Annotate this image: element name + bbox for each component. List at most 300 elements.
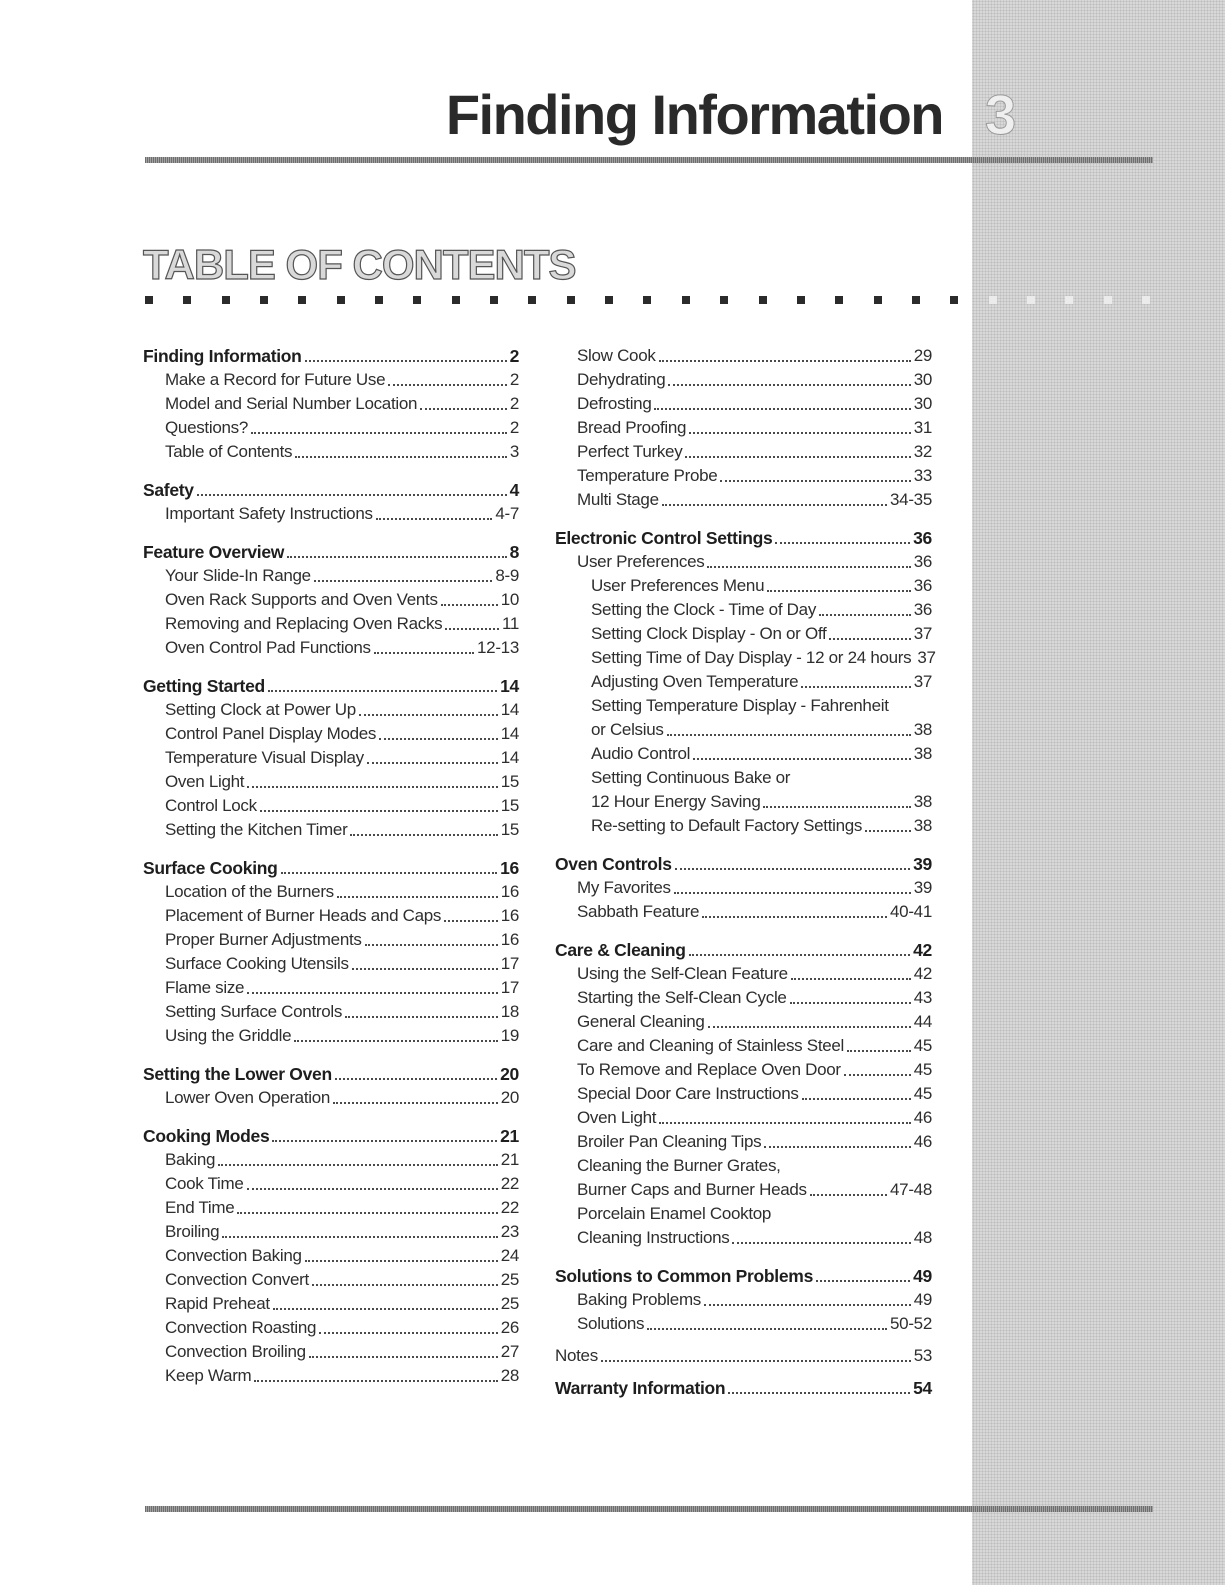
toc-entry[interactable] bbox=[555, 694, 932, 718]
toc-dot-leader bbox=[865, 830, 911, 832]
toc-dot-leader bbox=[305, 1260, 498, 1262]
toc-entry-title: End Time bbox=[165, 1198, 235, 1217]
toc-entry-title: Cook Time bbox=[165, 1174, 244, 1193]
toc-entry[interactable] bbox=[143, 698, 519, 722]
toc-page-number: 10 bbox=[500, 590, 519, 609]
toc-dot-leader bbox=[309, 1356, 498, 1358]
toc-entry[interactable] bbox=[555, 790, 932, 814]
toc-page-number: 45 bbox=[913, 1060, 932, 1079]
toc-entry[interactable] bbox=[555, 440, 932, 464]
toc-page-number: 45 bbox=[913, 1036, 932, 1055]
toc-dot-leader bbox=[367, 762, 498, 764]
toc-entry[interactable] bbox=[143, 1268, 519, 1292]
toc-page-number: 38 bbox=[913, 816, 932, 835]
toc-page-number: 37 bbox=[917, 648, 936, 667]
toc-dot-leader bbox=[379, 738, 498, 740]
toc-dot-leader bbox=[791, 978, 911, 980]
toc-entry-title: Oven Light bbox=[577, 1108, 657, 1127]
toc-dot-leader bbox=[319, 1332, 498, 1334]
toc-entry[interactable] bbox=[143, 416, 519, 440]
toc-entry-title: Getting Started bbox=[143, 676, 265, 696]
toc-dot-leader bbox=[810, 1194, 887, 1196]
toc-dot-leader bbox=[763, 806, 910, 808]
toc-section-entry[interactable] bbox=[143, 1062, 519, 1086]
toc-dot-leader bbox=[273, 1308, 498, 1310]
toc-dot-leader bbox=[272, 1140, 497, 1142]
toc-entry-title: or Celsius bbox=[591, 720, 664, 739]
toc-dot-leader bbox=[374, 652, 474, 654]
toc-dot-leader bbox=[659, 360, 911, 362]
toc-dot-leader bbox=[359, 714, 498, 716]
toc-entry-title: Lower Oven Operation bbox=[165, 1088, 331, 1107]
toc-entry-title: Multi Stage bbox=[577, 490, 659, 509]
toc-entry-title: Setting Time of Day Display - 12 or 24 hours bbox=[591, 648, 912, 667]
toc-page-number: 15 bbox=[500, 796, 519, 815]
toc-entry[interactable] bbox=[555, 1202, 932, 1226]
toc-page-number: 38 bbox=[913, 744, 932, 763]
toc-dot-leader bbox=[708, 1026, 911, 1028]
footer-rule bbox=[145, 1506, 1153, 1512]
toc-entry-title: Perfect Turkey bbox=[577, 442, 683, 461]
toc-entry[interactable] bbox=[555, 766, 932, 790]
toc-section-entry[interactable] bbox=[143, 344, 519, 368]
toc-page-number: 49 bbox=[913, 1266, 932, 1286]
toc-page-number: 21 bbox=[500, 1126, 519, 1146]
decorative-square bbox=[413, 296, 421, 304]
toc-entry-title: Setting Continuous Bake or bbox=[591, 768, 791, 787]
toc-page-number: 25 bbox=[500, 1270, 519, 1289]
toc-page-number: 2 bbox=[509, 394, 519, 413]
toc-page-number: 18 bbox=[500, 1002, 519, 1021]
toc-entry-title: Burner Caps and Burner Heads bbox=[577, 1180, 807, 1199]
decorative-square bbox=[1065, 296, 1073, 304]
toc-entry[interactable] bbox=[143, 1316, 519, 1340]
toc-entry-title: Re-setting to Default Factory Settings bbox=[591, 816, 863, 835]
toc-entry[interactable] bbox=[143, 1220, 519, 1244]
toc-entry-title: Oven Controls bbox=[555, 854, 672, 874]
toc-page-number: 37 bbox=[913, 624, 932, 643]
toc-dot-leader bbox=[287, 556, 506, 558]
toc-entry-title: Broiling bbox=[165, 1222, 220, 1241]
decorative-square bbox=[452, 296, 460, 304]
decorative-square bbox=[720, 296, 728, 304]
page-header-title: Finding Information bbox=[445, 83, 943, 146]
toc-page-number: 22 bbox=[500, 1198, 519, 1217]
toc-dot-leader bbox=[816, 1280, 910, 1282]
toc-dot-leader bbox=[802, 1098, 911, 1100]
toc-entry-title: Control Panel Display Modes bbox=[165, 724, 377, 743]
toc-dot-leader bbox=[764, 1146, 910, 1148]
toc-entry-title: Rapid Preheat bbox=[165, 1294, 270, 1313]
toc-entry[interactable] bbox=[143, 952, 519, 976]
toc-page-number: 21 bbox=[500, 1150, 519, 1169]
toc-page-number: 12-13 bbox=[477, 638, 519, 657]
toc-section-entry[interactable] bbox=[143, 674, 519, 698]
toc-page-number: 42 bbox=[913, 964, 932, 983]
toc-entry-title: Important Safety Instructions bbox=[165, 504, 373, 523]
toc-page-number: 27 bbox=[500, 1342, 519, 1361]
toc-page-number: 16 bbox=[500, 882, 519, 901]
decorative-square-row bbox=[145, 296, 1150, 306]
toc-page-number: 33 bbox=[913, 466, 932, 485]
toc-page-number: 16 bbox=[500, 858, 519, 878]
toc-dot-leader bbox=[445, 628, 499, 630]
toc-entry[interactable] bbox=[143, 794, 519, 818]
toc-dot-leader bbox=[388, 384, 507, 386]
toc-entry-title: Keep Warm bbox=[165, 1366, 252, 1385]
toc-page-number: 47-48 bbox=[890, 1180, 932, 1199]
decorative-square bbox=[1142, 296, 1150, 304]
toc-entry[interactable] bbox=[555, 962, 932, 986]
toc-page-number: 53 bbox=[913, 1346, 932, 1365]
toc-entry-title: Using the Griddle bbox=[165, 1026, 292, 1045]
toc-page-number: 49 bbox=[913, 1290, 932, 1309]
toc-page-number: 48 bbox=[913, 1228, 932, 1247]
toc-dot-leader bbox=[294, 1040, 497, 1042]
toc-section-entry[interactable] bbox=[555, 1376, 932, 1400]
toc-page-number: 22 bbox=[500, 1174, 519, 1193]
toc-dot-leader bbox=[352, 968, 498, 970]
toc-entry[interactable] bbox=[555, 344, 932, 368]
toc-entry-title: Temperature Visual Display bbox=[165, 748, 364, 767]
toc-page-number: 2 bbox=[509, 370, 519, 389]
toc-page-number: 36 bbox=[913, 528, 932, 548]
toc-entry-title: Surface Cooking Utensils bbox=[165, 954, 349, 973]
toc-entry[interactable] bbox=[143, 1340, 519, 1364]
toc-entry-title: Convection Broiling bbox=[165, 1342, 306, 1361]
toc-entry-title: Setting the Lower Oven bbox=[143, 1064, 332, 1084]
toc-entry-title: Setting Clock Display - On or Off bbox=[591, 624, 827, 643]
toc-entry[interactable] bbox=[555, 1058, 932, 1082]
toc-dot-leader bbox=[376, 518, 493, 520]
toc-dot-leader bbox=[693, 758, 911, 760]
toc-page-number: 23 bbox=[500, 1222, 519, 1241]
toc-entry-title: Starting the Self-Clean Cycle bbox=[577, 988, 787, 1007]
decorative-square bbox=[528, 296, 536, 304]
toc-page-number: 42 bbox=[913, 940, 932, 960]
toc-entry[interactable] bbox=[555, 1178, 932, 1202]
toc-entry-title: Defrosting bbox=[577, 394, 652, 413]
toc-entry[interactable] bbox=[555, 646, 936, 670]
toc-page-number: 32 bbox=[913, 442, 932, 461]
toc-entry[interactable] bbox=[143, 392, 519, 416]
toc-dot-leader bbox=[668, 384, 910, 386]
toc-entry[interactable] bbox=[143, 928, 519, 952]
toc-page-number: 37 bbox=[913, 672, 932, 691]
toc-dot-leader bbox=[728, 1392, 910, 1394]
toc-dot-leader bbox=[365, 944, 498, 946]
decorative-square bbox=[183, 296, 191, 304]
toc-page-number: 36 bbox=[913, 576, 932, 595]
toc-title: TABLE OF CONTENTS bbox=[143, 241, 576, 288]
toc-entry-title: Proper Burner Adjustments bbox=[165, 930, 362, 949]
toc-page-number: 2 bbox=[509, 418, 519, 437]
toc-page-number: 30 bbox=[913, 370, 932, 389]
toc-page-number: 50-52 bbox=[890, 1314, 932, 1333]
toc-dot-leader bbox=[312, 1284, 498, 1286]
toc-dot-leader bbox=[659, 1122, 910, 1124]
toc-entry[interactable] bbox=[555, 464, 932, 488]
toc-page-number: 3 bbox=[509, 442, 519, 461]
decorative-square bbox=[490, 296, 498, 304]
toc-entry[interactable] bbox=[555, 1130, 932, 1154]
toc-dot-leader bbox=[707, 566, 910, 568]
toc-entry-title: Convection Baking bbox=[165, 1246, 302, 1265]
toc-dot-leader bbox=[335, 1078, 497, 1080]
toc-entry[interactable] bbox=[555, 488, 932, 512]
decorative-square bbox=[1104, 296, 1112, 304]
toc-dot-leader bbox=[819, 614, 911, 616]
toc-section-entry[interactable] bbox=[555, 938, 932, 962]
toc-entry[interactable] bbox=[143, 1172, 519, 1196]
toc-dot-leader bbox=[247, 786, 497, 788]
toc-dot-leader bbox=[237, 1212, 497, 1214]
toc-page-number: 39 bbox=[913, 854, 932, 874]
toc-entry-title: User Preferences bbox=[577, 552, 705, 571]
toc-entry-title: Solutions bbox=[577, 1314, 645, 1333]
toc-page-number: 29 bbox=[913, 346, 932, 365]
toc-page-number: 17 bbox=[500, 954, 519, 973]
toc-page-number: 8 bbox=[509, 542, 519, 562]
toc-entry[interactable] bbox=[143, 722, 519, 746]
toc-entry[interactable] bbox=[555, 1312, 932, 1336]
toc-dot-leader bbox=[247, 992, 498, 994]
toc-page-number: 38 bbox=[913, 720, 932, 739]
decorative-square bbox=[298, 296, 306, 304]
decorative-square bbox=[912, 296, 920, 304]
toc-page-number: 16 bbox=[500, 930, 519, 949]
toc-entry-title: Electronic Control Settings bbox=[555, 528, 773, 548]
decorative-square bbox=[145, 296, 153, 304]
toc-entry[interactable] bbox=[555, 1154, 932, 1178]
toc-entry-title: Using the Self-Clean Feature bbox=[577, 964, 788, 983]
toc-entry-title: Removing and Replacing Oven Racks bbox=[165, 614, 443, 633]
toc-dot-leader bbox=[844, 1074, 911, 1076]
toc-section-entry[interactable] bbox=[143, 856, 519, 880]
toc-entry[interactable] bbox=[555, 876, 932, 900]
toc-entry[interactable] bbox=[555, 1082, 932, 1106]
toc-entry-title: Solutions to Common Problems bbox=[555, 1266, 813, 1286]
toc-entry[interactable] bbox=[143, 368, 519, 392]
toc-right-column bbox=[555, 344, 936, 1400]
toc-entry-title: Make a Record for Future Use bbox=[165, 370, 386, 389]
toc-dot-leader bbox=[675, 868, 910, 870]
toc-page-number: 25 bbox=[500, 1294, 519, 1313]
toc-page-number: 17 bbox=[500, 978, 519, 997]
toc-entry-title: Convection Roasting bbox=[165, 1318, 317, 1337]
toc-entry[interactable] bbox=[555, 1288, 932, 1312]
toc-entry-title: Bread Proofing bbox=[577, 418, 687, 437]
toc-entry-title: Finding Information bbox=[143, 346, 302, 366]
toc-entry[interactable] bbox=[143, 1086, 519, 1110]
toc-dot-leader bbox=[790, 1002, 911, 1004]
toc-page-number: 20 bbox=[500, 1064, 519, 1084]
toc-entry[interactable] bbox=[143, 440, 519, 464]
toc-entry[interactable] bbox=[143, 1364, 519, 1388]
toc-dot-leader bbox=[350, 834, 497, 836]
toc-entry-title: Broiler Pan Cleaning Tips bbox=[577, 1132, 762, 1151]
toc-page-number: 36 bbox=[913, 600, 932, 619]
side-band-decoration bbox=[972, 0, 1225, 1585]
toc-section-entry[interactable] bbox=[143, 540, 519, 564]
toc-entry-title: Questions? bbox=[165, 418, 248, 437]
toc-dot-leader bbox=[702, 916, 887, 918]
toc-entry[interactable] bbox=[555, 622, 932, 646]
toc-entry-title: Care and Cleaning of Stainless Steel bbox=[577, 1036, 845, 1055]
toc-entry[interactable] bbox=[555, 742, 932, 766]
toc-entry-title: Dehydrating bbox=[577, 370, 666, 389]
toc-entry[interactable] bbox=[555, 392, 932, 416]
toc-entry[interactable] bbox=[143, 1000, 519, 1024]
toc-dot-leader bbox=[254, 1380, 497, 1382]
toc-dot-leader bbox=[647, 1328, 887, 1330]
toc-entry[interactable] bbox=[143, 976, 519, 1000]
toc-dot-leader bbox=[441, 604, 498, 606]
toc-section-entry[interactable] bbox=[143, 478, 519, 502]
toc-entry-title: Setting Temperature Display - Fahrenheit bbox=[591, 696, 889, 715]
toc-entry-title: 12 Hour Energy Saving bbox=[591, 792, 761, 811]
toc-dot-leader bbox=[685, 456, 910, 458]
toc-entry[interactable] bbox=[555, 574, 932, 598]
decorative-square bbox=[950, 296, 958, 304]
toc-entry-title: Control Lock bbox=[165, 796, 257, 815]
toc-section-entry[interactable] bbox=[555, 526, 932, 550]
toc-page-number: 46 bbox=[913, 1108, 932, 1127]
toc-entry[interactable] bbox=[555, 598, 932, 622]
toc-page-number: 14 bbox=[500, 724, 519, 743]
decorative-square bbox=[260, 296, 268, 304]
toc-entry[interactable] bbox=[555, 814, 932, 838]
toc-entry[interactable] bbox=[143, 1024, 519, 1048]
toc-entry-title: Adjusting Oven Temperature bbox=[591, 672, 799, 691]
toc-entry[interactable] bbox=[555, 986, 932, 1010]
toc-entry[interactable] bbox=[555, 550, 932, 574]
toc-page-number: 14 bbox=[500, 700, 519, 719]
decorative-square bbox=[874, 296, 882, 304]
toc-entry-title: Audio Control bbox=[591, 744, 691, 763]
toc-entry-title: Temperature Probe bbox=[577, 466, 718, 485]
toc-section-entry[interactable] bbox=[555, 852, 932, 876]
toc-entry-title: Care & Cleaning bbox=[555, 940, 686, 960]
toc-dot-leader bbox=[801, 686, 910, 688]
decorative-square bbox=[835, 296, 843, 304]
toc-entry-title: Special Door Care Instructions bbox=[577, 1084, 799, 1103]
toc-entry[interactable] bbox=[555, 1344, 932, 1368]
toc-entry[interactable] bbox=[143, 588, 519, 612]
toc-dot-leader bbox=[667, 734, 911, 736]
toc-entry-title: Your Slide-In Range bbox=[165, 566, 311, 585]
toc-dot-leader bbox=[767, 590, 910, 592]
toc-entry[interactable] bbox=[555, 718, 932, 742]
toc-entry[interactable] bbox=[143, 770, 519, 794]
decorative-square bbox=[1027, 296, 1035, 304]
toc-entry-title: Table of Contents bbox=[165, 442, 293, 461]
toc-page-number: 38 bbox=[913, 792, 932, 811]
toc-entry-title: To Remove and Replace Oven Door bbox=[577, 1060, 841, 1079]
toc-dot-leader bbox=[720, 480, 910, 482]
toc-entry[interactable] bbox=[143, 564, 519, 588]
toc-page-number: 14 bbox=[500, 676, 519, 696]
toc-dot-leader bbox=[689, 954, 910, 956]
toc-dot-leader bbox=[337, 896, 498, 898]
toc-dot-leader bbox=[689, 432, 910, 434]
toc-entry[interactable] bbox=[143, 636, 519, 660]
toc-entry-title: Porcelain Enamel Cooktop bbox=[577, 1204, 772, 1223]
toc-entry-title: Model and Serial Number Location bbox=[165, 394, 418, 413]
decorative-square bbox=[759, 296, 767, 304]
toc-page-number: 26 bbox=[500, 1318, 519, 1337]
header-rule bbox=[145, 157, 1153, 163]
toc-entry[interactable] bbox=[143, 880, 519, 904]
toc-entry-title: Placement of Burner Heads and Caps bbox=[165, 906, 442, 925]
toc-dot-leader bbox=[662, 504, 887, 506]
toc-dot-leader bbox=[222, 1236, 497, 1238]
toc-entry[interactable] bbox=[555, 900, 932, 924]
toc-section-entry[interactable] bbox=[143, 1124, 519, 1148]
toc-entry-title: Setting Clock at Power Up bbox=[165, 700, 356, 719]
toc-section-entry[interactable] bbox=[555, 1264, 932, 1288]
toc-dot-leader bbox=[281, 872, 498, 874]
chapter-number: 3 bbox=[985, 83, 1017, 146]
toc-entry[interactable] bbox=[555, 1106, 932, 1130]
toc-dot-leader bbox=[333, 1102, 498, 1104]
toc-dot-leader bbox=[345, 1016, 498, 1018]
toc-entry-title: Notes bbox=[555, 1346, 598, 1365]
toc-page-number: 19 bbox=[500, 1026, 519, 1045]
toc-entry[interactable] bbox=[143, 1244, 519, 1268]
toc-dot-leader bbox=[314, 580, 492, 582]
toc-entry[interactable] bbox=[143, 1292, 519, 1316]
toc-entry[interactable] bbox=[143, 612, 519, 636]
toc-entry-title: My Favorites bbox=[577, 878, 671, 897]
toc-dot-leader bbox=[305, 360, 507, 362]
decorative-square bbox=[222, 296, 230, 304]
decorative-square bbox=[989, 296, 997, 304]
toc-dot-leader bbox=[444, 920, 498, 922]
toc-entry[interactable] bbox=[555, 368, 932, 392]
decorative-square bbox=[337, 296, 345, 304]
toc-page-number: 16 bbox=[500, 906, 519, 925]
toc-page-number: 8-9 bbox=[495, 566, 519, 585]
toc-entry-title: Setting the Kitchen Timer bbox=[165, 820, 348, 839]
toc-left-column bbox=[143, 344, 519, 1388]
toc-dot-leader bbox=[218, 1164, 498, 1166]
toc-entry[interactable] bbox=[555, 1034, 932, 1058]
toc-dot-leader bbox=[674, 892, 911, 894]
toc-entry[interactable] bbox=[143, 746, 519, 770]
toc-entry[interactable] bbox=[143, 818, 519, 842]
toc-dot-leader bbox=[732, 1242, 910, 1244]
toc-entry[interactable] bbox=[555, 670, 932, 694]
toc-page-number: 36 bbox=[913, 552, 932, 571]
toc-entry-title: Oven Light bbox=[165, 772, 245, 791]
toc-page-number: 54 bbox=[913, 1378, 932, 1398]
toc-entry[interactable] bbox=[143, 502, 519, 526]
toc-entry[interactable] bbox=[143, 1196, 519, 1220]
toc-entry[interactable] bbox=[555, 416, 932, 440]
toc-entry[interactable] bbox=[143, 1148, 519, 1172]
toc-entry[interactable] bbox=[143, 904, 519, 928]
toc-entry[interactable] bbox=[555, 1226, 932, 1250]
toc-page-number: 4 bbox=[509, 480, 519, 500]
toc-page-number: 15 bbox=[500, 772, 519, 791]
toc-entry[interactable] bbox=[555, 1010, 932, 1034]
toc-page-number: 45 bbox=[913, 1084, 932, 1103]
toc-entry-title: General Cleaning bbox=[577, 1012, 705, 1031]
toc-dot-leader bbox=[847, 1050, 911, 1052]
toc-page-number: 4-7 bbox=[495, 504, 519, 523]
toc-dot-leader bbox=[295, 456, 507, 458]
